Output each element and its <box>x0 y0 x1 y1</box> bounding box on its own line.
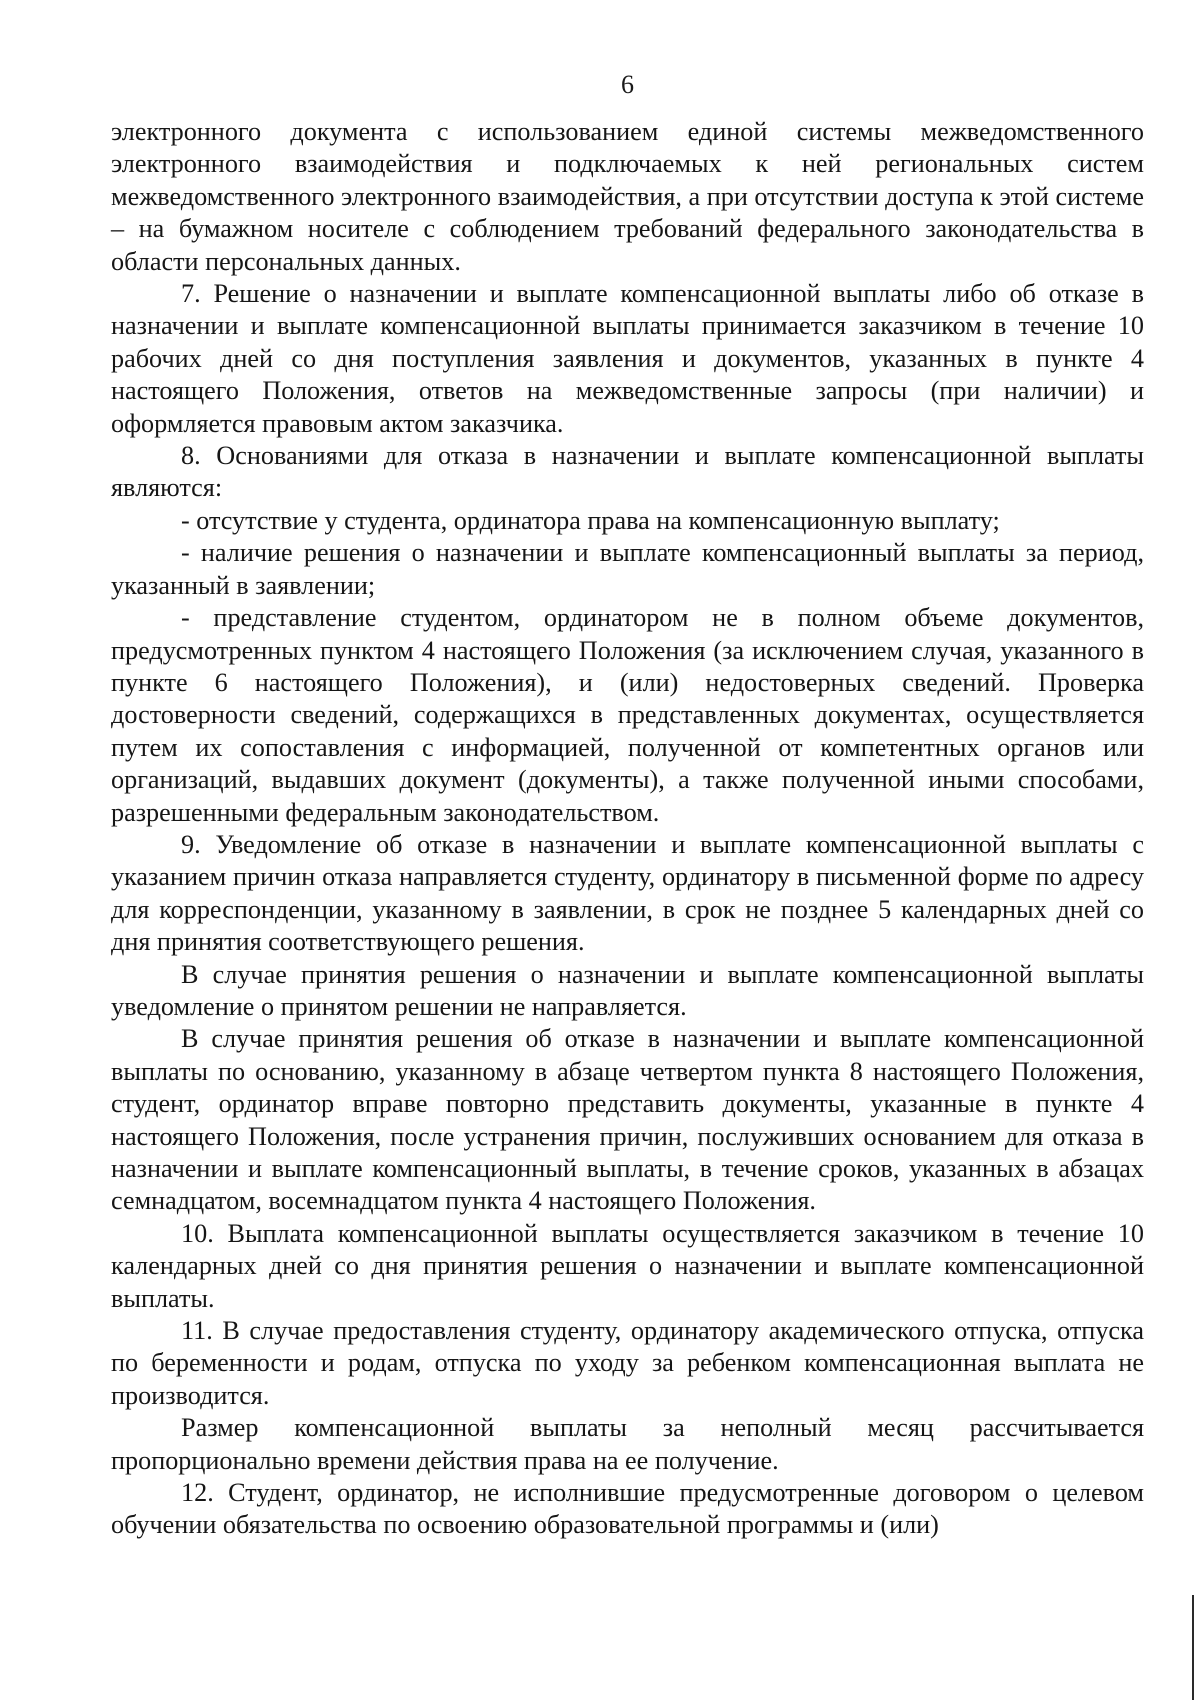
paragraph-item-8-bullet-1: - отсутствие у студента, ординатора права на компенсационную выплату; <box>181 505 1000 535</box>
paragraph-item-11: 11. В случае предоставления студенту, ординатору академического отпуска, отпуска по беременности и родам, отпуска по уходу за ребенком компенсационная выплата не производится. <box>111 1316 1144 1410</box>
paragraph-item-8-bullet-3: - представление студентом, ординатором не в полном объеме документов, предусмотренных пунктом 4 настоящего Положения (за исключением случая, указанного в пункте 6 настоящего Положения), и (или) недостоверных сведений. Проверка достоверности сведений, содержащихся в представленных документах, осуществляется путем их сопоставления с информацией, полученной от компетентных органов или организаций, выдавших документ (документы), а также полученной иными способами, разрешенными федеральным законодательством. <box>111 603 1144 827</box>
document-body <box>111 116 1144 1542</box>
paragraph-item-9-part-3: В случае принятия решения об отказе в назначении и выплате компенсационной выплаты по основанию, указанному в абзаце четвертом пункта 8 настоящего Положения, студент, ординатор вправе повторно представить документы, указанные в пункте 4 настоящего Положения, после устранения причин, послуживших основанием для отказа в назначении и выплате компенсационный выплаты, в течение сроков, указанных в абзацах семнадцатом, восемнадцатом пункта 4 настоящего Положения. <box>111 1024 1144 1216</box>
paragraph-item-8: 8. Основаниями для отказа в назначении и выплате компенсационной выплаты являются: <box>111 441 1144 503</box>
scan-edge-line <box>1192 1595 1194 1700</box>
paragraph-item-11-part-2: Размер компенсационной выплаты за неполный месяц рассчитывается пропорционально времени действия права на ее получение. <box>111 1413 1144 1475</box>
paragraph-item-10: 10. Выплата компенсационной выплаты осуществляется заказчиком в течение 10 календарных дней со дня принятия решения о назначении и выплате компенсационной выплаты. <box>111 1218 1144 1313</box>
paragraph-continuation: электронного документа с использованием единой системы межведомственного электронного взаимодействия и подключаемых к ней региональных систем межведомственного электронного взаимодействия, а при отсутствии доступа к этой системе – на бумажном носителе с соблюдением требований федерального законодательства в области персональных данных. <box>111 117 1144 276</box>
paragraph-item-9: 9. Уведомление об отказе в назначении и выплате компенсационной выплаты с указанием причин отказа направляется студенту, ординатору в письменной форме по адресу для корреспонденции, указанному в заявлении, в срок не позднее 5 календарных дней со дня принятия соответствующего решения. <box>111 829 1144 957</box>
paragraph-item-12: 12. Студент, ординатор, не исполнившие предусмотренные договором о целевом обучении обязательства по освоению образовательной программы и (или) <box>111 1478 1144 1540</box>
page-number: 6 <box>621 70 634 99</box>
paragraph-item-9-part-2: В случае принятия решения о назначении и выплате компенсационной выплаты уведомление о принятом решении не направляется. <box>111 959 1144 1021</box>
paragraph-item-7: 7. Решение о назначении и выплате компенсационной выплаты либо об отказе в назначении и выплате компенсационной выплаты принимается заказчиком в течение 10 рабочих дней со дня поступления заявления и документов, указанных в пункте 4 настоящего Положения, ответов на межведомственные запросы (при наличии) и оформляется правовым актом заказчика. <box>111 279 1144 438</box>
paragraph-item-8-bullet-2: - наличие решения о назначении и выплате компенсационный выплаты за период, указанный в заявлении; <box>111 538 1144 600</box>
